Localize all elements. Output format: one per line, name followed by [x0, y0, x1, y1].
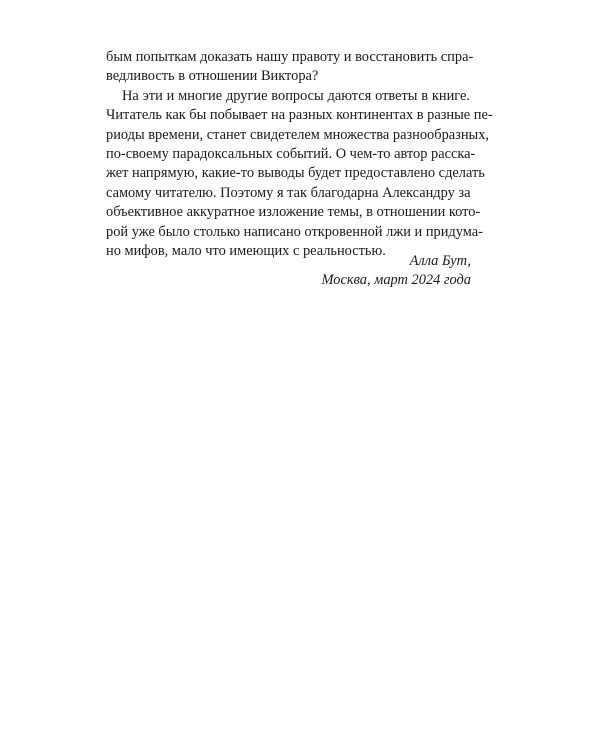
text-line: бым попыткам доказать нашу правоту и восстановить спра-: [106, 49, 474, 65]
text-line: Читатель как бы побывает на разных континентах в разные пе-: [106, 107, 493, 124]
text-line: самому читателю. Поэтому я так благодарна Александру за: [106, 184, 471, 201]
signature-block: [322, 252, 472, 291]
text-line: На эти и многие другие вопросы даются ответы в книге.: [122, 87, 470, 104]
text-line: рой уже было столько написано откровенной лжи и придума-: [106, 223, 483, 240]
text-line: объективное аккуратное изложение темы, в отношении кото-: [106, 204, 481, 221]
text-line: риоды времени, станет свидетелем множества разнообразных,: [106, 126, 490, 143]
signature-place-date: Москва, март 2024 года: [321, 272, 471, 289]
text-line: жет напрямую, какие-то выводы будет предоставлено сделать: [106, 165, 485, 182]
text-line: по-своему парадоксальных событий. О чем-то автор расска-: [106, 145, 476, 162]
text-line: ведливость в отношении Виктора?: [106, 68, 319, 85]
text-line: но мифов, мало что имеющих с реальностью.: [106, 242, 386, 259]
signature-author: Алла Бут,: [409, 253, 471, 269]
